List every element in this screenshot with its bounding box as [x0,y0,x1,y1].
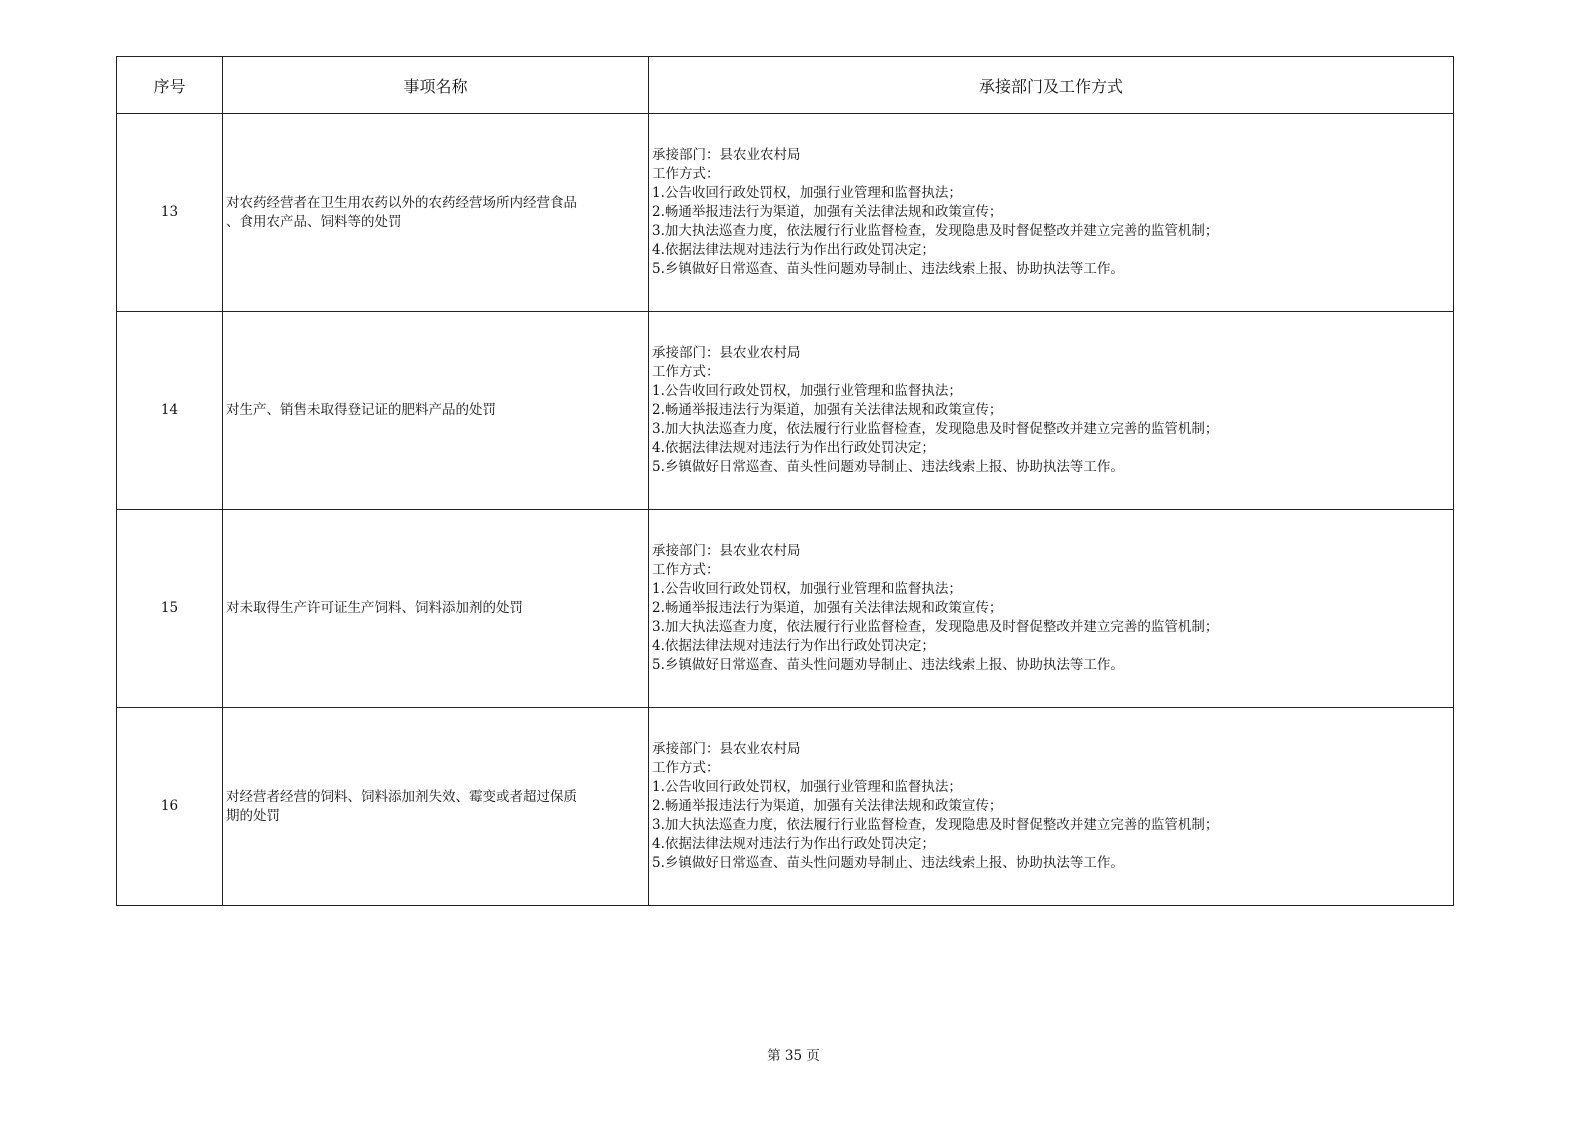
page-number: 第 35 页 [767,1048,820,1064]
row-item-name: 对生产、销售未取得登记证的肥料产品的处罚 [226,402,496,418]
row-index: 14 [117,312,223,510]
method-item: 4.依据法律法规对违法行为作出行政处罚决定； [652,836,935,852]
row-item-name-cell [223,510,649,708]
method-item: 5.乡镇做好日常巡查、苗头性问题劝导制止、违法线索上报、协助执法等工作。 [652,855,1124,871]
table-row [117,114,1454,312]
method-item: 3.加大执法巡查力度，依法履行行业监督检查，发现隐患及时督促整改并建立完善的监管机制； [652,817,1219,833]
method-item: 1.公告收回行政处罚权，加强行业管理和监督执法； [652,383,962,399]
method-item: 5.乡镇做好日常巡查、苗头性问题劝导制止、违法线索上报、协助执法等工作。 [652,657,1124,673]
method-item: 4.依据法律法规对违法行为作出行政处罚决定； [652,638,935,654]
row-index: 13 [117,114,223,312]
header-item-name: 事项名称 [223,57,649,114]
row-item-name: 对经营者经营的饲料、饲料添加剂失效、霉变或者超过保质 期的处罚 [226,788,577,824]
method-item: 4.依据法律法规对违法行为作出行政处罚决定； [652,242,935,258]
dept-line: 承接部门：县农业农村局 [652,147,801,163]
row-item-name-cell [223,312,649,510]
dept-method-text [649,146,1453,279]
method-item: 1.公告收回行政处罚权，加强行业管理和监督执法； [652,581,962,597]
method-item: 5.乡镇做好日常巡查、苗头性问题劝导制止、违法线索上报、协助执法等工作。 [652,261,1124,277]
header-dept-method: 承接部门及工作方式 [649,57,1454,114]
method-label: 工作方式： [652,364,720,380]
row-item-name-cell [223,708,649,906]
table-row [117,708,1454,906]
row-dept-method-cell [649,312,1454,510]
dept-line: 承接部门：县农业农村局 [652,345,801,361]
method-item: 2.畅通举报违法行为渠道，加强有关法律法规和政策宣传； [652,204,1003,220]
method-item: 2.畅通举报违法行为渠道，加强有关法律法规和政策宣传； [652,402,1003,418]
row-index: 16 [117,708,223,906]
dept-method-text [649,542,1453,675]
row-item-name: 对未取得生产许可证生产饲料、饲料添加剂的处罚 [226,600,523,616]
header-index: 序号 [117,57,223,114]
dept-method-text [649,740,1453,873]
dept-method-text [649,344,1453,477]
method-item: 3.加大执法巡查力度，依法履行行业监督检查，发现隐患及时督促整改并建立完善的监管机制； [652,421,1219,437]
method-item: 4.依据法律法规对违法行为作出行政处罚决定； [652,440,935,456]
method-item: 1.公告收回行政处罚权，加强行业管理和监督执法； [652,779,962,795]
row-dept-method-cell [649,708,1454,906]
method-item: 3.加大执法巡查力度，依法履行行业监督检查，发现隐患及时督促整改并建立完善的监管机制； [652,223,1219,239]
items-table [116,56,1454,906]
method-item: 3.加大执法巡查力度，依法履行行业监督检查，发现隐患及时督促整改并建立完善的监管机制； [652,619,1219,635]
row-index: 15 [117,510,223,708]
method-label: 工作方式： [652,562,720,578]
method-item: 1.公告收回行政处罚权，加强行业管理和监督执法； [652,185,962,201]
dept-line: 承接部门：县农业农村局 [652,741,801,757]
row-dept-method-cell [649,114,1454,312]
dept-line: 承接部门：县农业农村局 [652,543,801,559]
method-item: 2.畅通举报违法行为渠道，加强有关法律法规和政策宣传； [652,600,1003,616]
table-header-row [117,57,1454,114]
table-row [117,510,1454,708]
method-item: 2.畅通举报违法行为渠道，加强有关法律法规和政策宣传； [652,798,1003,814]
table-row [117,312,1454,510]
method-label: 工作方式： [652,166,720,182]
method-item: 5.乡镇做好日常巡查、苗头性问题劝导制止、违法线索上报、协助执法等工作。 [652,459,1124,475]
row-item-name-cell [223,114,649,312]
method-label: 工作方式： [652,760,720,776]
row-dept-method-cell [649,510,1454,708]
row-item-name: 对农药经营者在卫生用农药以外的农药经营场所内经营食品 、食用农产品、饲料等的处罚 [226,194,577,230]
